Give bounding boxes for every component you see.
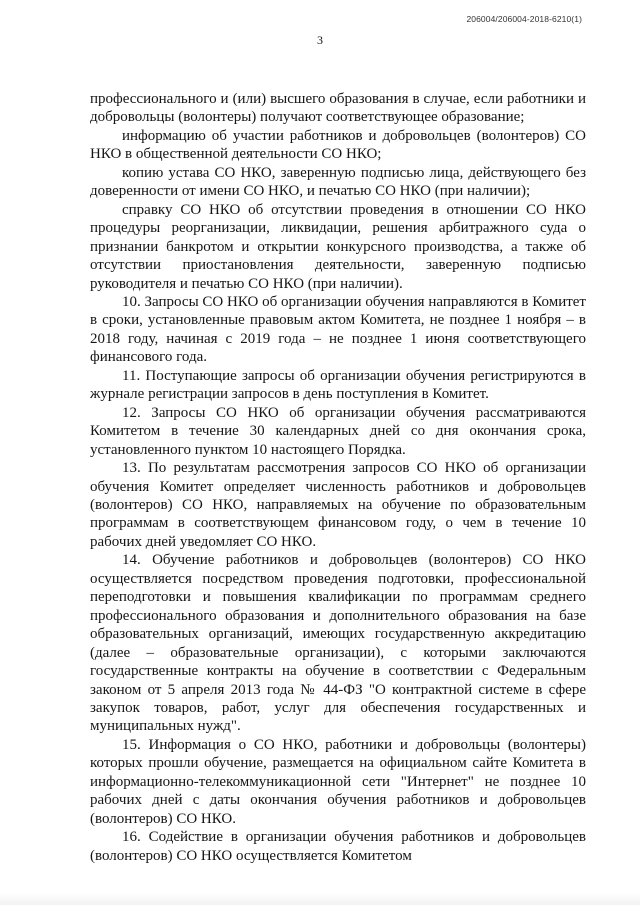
scan-bottom-edge (0, 893, 640, 905)
paragraph-participation-info: информацию об участии работников и добровольцев (волонтеров) СО НКО в общественной деятельности СО НКО; (90, 127, 586, 163)
paragraph-item-12: 12. Запросы СО НКО об организации обучения рассматриваются Комитетом в течение 30 календарных дней со дня окончания срока, установленного пунктом 10 настоящего Порядка. (90, 404, 586, 458)
paragraph-item-16: 16. Содействие в организации обучения работников и добровольцев (волонтеров) СО НКО осуществляется Комитетом (90, 829, 586, 864)
document-code: 206004/206004-2018-6210(1) (466, 14, 582, 24)
paragraph-charter-copy: копию устава СО НКО, заверенную подписью лица, действующего без доверенности от имени СО НКО, и печатью СО НКО (при наличии); (90, 164, 586, 200)
paragraph-item-15: 15. Информация о СО НКО, работники и добровольцы (волонтеры) которых прошли обучение, размещается на официальном сайте Комитета в информационно-телекоммуникационной сети "Интернет" не позднее 10 рабочих дней с даты окончания обучения работников и добровольцев (волонтеров) СО НКО. (90, 736, 586, 827)
paragraph-item-14: 14. Обучение работников и добровольцев (волонтеров) СО НКО осуществляется посредством проведения подготовки, профессиональной переподготовки и повышения квалификации по программам среднего профессионального образования и дополнительного образования на базе образовательных организаций, имеющих государственную аккредитацию (далее – образовательные организации), с которыми заключаются государственные контракты на обучение в соответствии с Федеральным законом от 5 апреля 2013 года № 44-ФЗ "О контрактной системе в сфере закупок товаров, работ, услуг для обеспечения государственных и муниципальных нужд". (90, 552, 586, 735)
paragraph-item-13: 13. По результатам рассмотрения запросов СО НКО об организации обучения Комитет определяет численность работников и добровольцев (волонтеров) СО НКО, направляемых на обучение по образовательным программам в соответствующем финансовом году, о чем в течение 10 рабочих дней уведомляет СО НКО. (90, 460, 586, 550)
page-number: 3 (317, 33, 323, 47)
paragraph-item-10: 10. Запросы СО НКО об организации обучения направляются в Комитет в сроки, установленные правовым актом Комитета, не позднее 1 ноября – в 2018 году, начиная с 2019 года – не позднее 1 июня соответствующего финансового года. (90, 293, 586, 366)
paragraph-education-continuation: профессионального и (или) высшего образования в случае, если работники и добровольцы (волонтеры) получают соответствующее образование; (90, 91, 586, 126)
paragraph-item-11: 11. Поступающие запросы об организации обучения регистрируются в журнале регистрации запросов в день поступления в Комитет. (90, 367, 586, 403)
paragraph-reorganization-certificate: справку СО НКО об отсутствии проведения в отношении СО НКО процедуры реорганизации, ликвидации, решения арбитражного суда о признании банкротом и открытии конкурсного производства, а также об отсутствии приостановления деятельности, заверенную подписью руководителя и печатью СО НКО (при наличии). (90, 201, 586, 292)
document-body (90, 90, 586, 865)
